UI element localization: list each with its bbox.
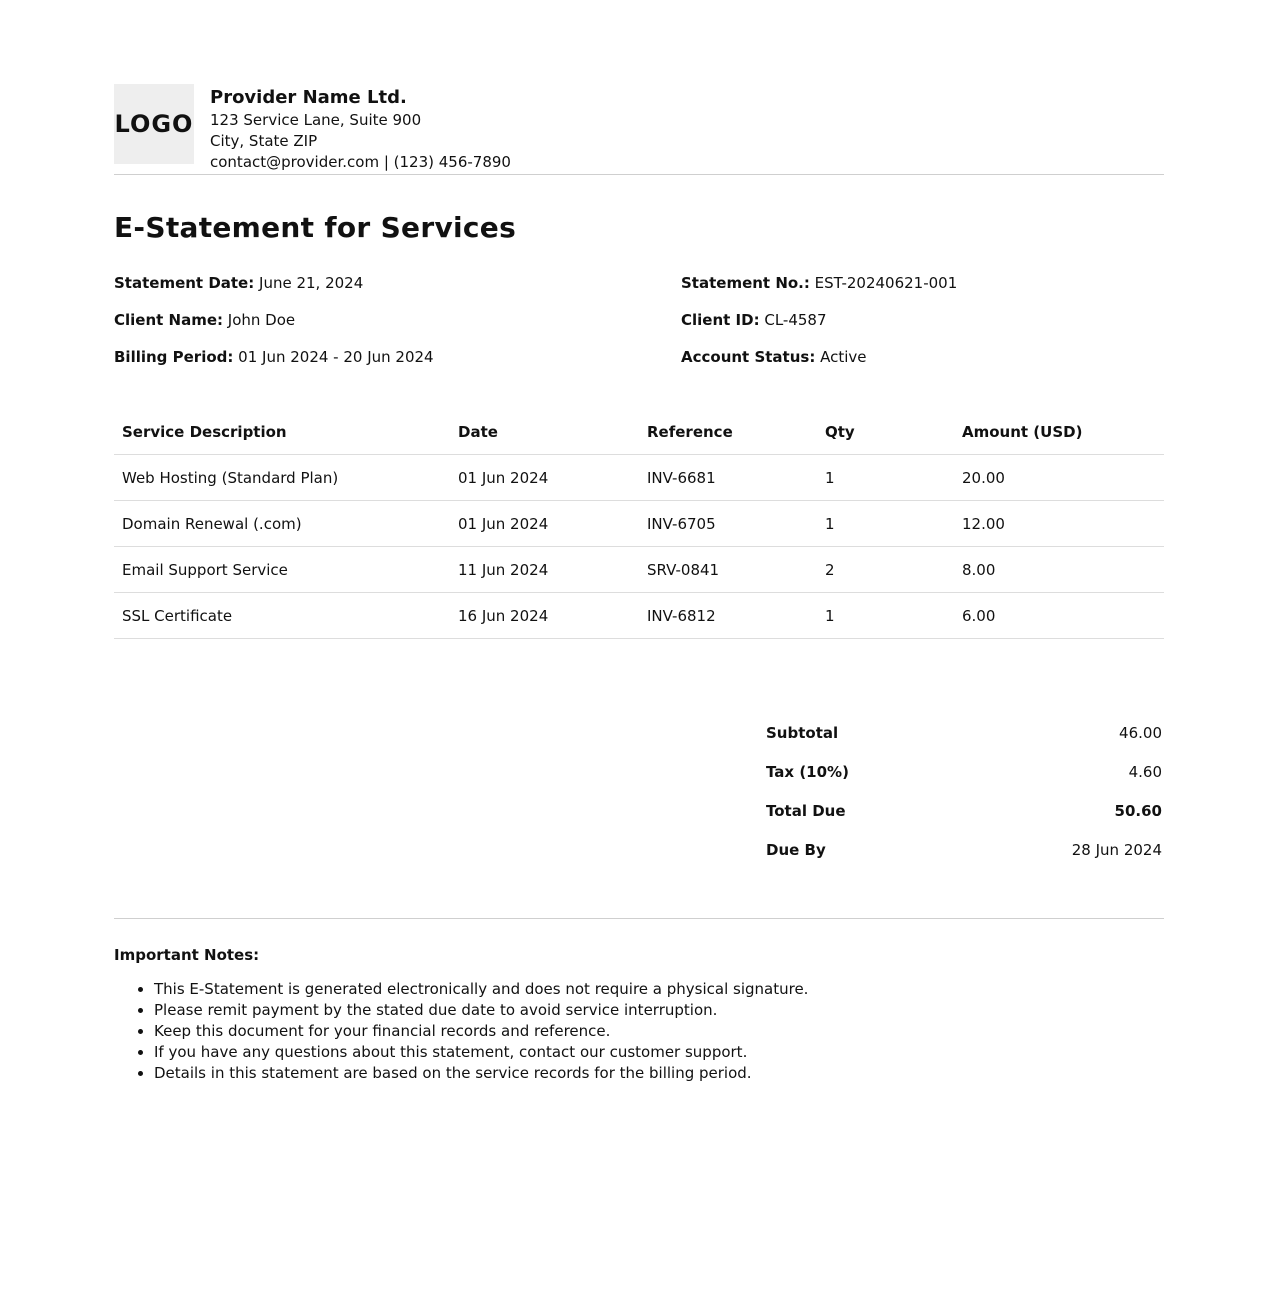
tax-value: 4.60 xyxy=(1128,763,1162,781)
meta-label: Statement No.: xyxy=(681,274,810,292)
meta-label: Billing Period: xyxy=(114,348,234,366)
statement-meta xyxy=(114,273,1164,367)
meta-client-id xyxy=(681,310,1164,330)
subtotal-row xyxy=(766,714,1164,753)
cell-qty: 1 xyxy=(817,501,954,547)
meta-account-status xyxy=(681,347,1164,367)
provider-address-line-2: City, State ZIP xyxy=(210,132,318,150)
notes-title: Important Notes: xyxy=(114,946,260,964)
cell-description: Web Hosting (Standard Plan) xyxy=(114,455,450,501)
column-header-date: Date xyxy=(450,409,639,455)
meta-value: CL-4587 xyxy=(764,311,827,329)
total-due-row xyxy=(766,792,1164,831)
table-row xyxy=(114,455,1164,501)
cell-date: 16 Jun 2024 xyxy=(450,593,639,639)
meta-value: Active xyxy=(820,348,867,366)
table-header-row xyxy=(114,409,1164,455)
due-by-label: Due By xyxy=(766,841,826,859)
cell-amount: 8.00 xyxy=(954,547,1164,593)
cell-reference: INV-6812 xyxy=(639,593,817,639)
cell-amount: 6.00 xyxy=(954,593,1164,639)
cell-qty: 1 xyxy=(817,593,954,639)
meta-value: 01 Jun 2024 - 20 Jun 2024 xyxy=(238,348,434,366)
table-row xyxy=(114,593,1164,639)
total-due-label: Total Due xyxy=(766,802,846,820)
tax-label: Tax (10%) xyxy=(766,763,849,781)
cell-date: 01 Jun 2024 xyxy=(450,455,639,501)
cell-amount: 12.00 xyxy=(954,501,1164,547)
cell-reference: INV-6705 xyxy=(639,501,817,547)
column-header-description: Service Description xyxy=(114,409,450,455)
total-due-value: 50.60 xyxy=(1114,802,1162,820)
table-row xyxy=(114,501,1164,547)
subtotal-label: Subtotal xyxy=(766,724,839,742)
provider-header xyxy=(114,84,1164,175)
cell-description: Domain Renewal (.com) xyxy=(114,501,450,547)
cell-date: 11 Jun 2024 xyxy=(450,547,639,593)
list-item: • Please remit payment by the stated due date to avoid service interruption. xyxy=(154,1000,1164,1021)
cell-reference: INV-6681 xyxy=(639,455,817,501)
list-item: • This E-Statement is generated electronically and does not require a physical signature. xyxy=(154,979,1164,1000)
meta-statement-date xyxy=(114,273,681,293)
cell-amount: 20.00 xyxy=(954,455,1164,501)
due-by-value: 28 Jun 2024 xyxy=(1071,841,1162,859)
meta-label: Account Status: xyxy=(681,348,816,366)
subtotal-value: 46.00 xyxy=(1119,724,1162,742)
cell-qty: 1 xyxy=(817,455,954,501)
column-header-qty: Qty xyxy=(817,409,954,455)
provider-info xyxy=(210,84,511,173)
meta-client-name xyxy=(114,310,681,330)
tax-row xyxy=(766,753,1164,792)
provider-logo: LOGO xyxy=(114,84,194,164)
list-item: • If you have any questions about this statement, contact our customer support. xyxy=(154,1042,1164,1063)
important-notes xyxy=(114,918,1164,1084)
column-header-reference: Reference xyxy=(639,409,817,455)
cell-description: SSL Certificate xyxy=(114,593,450,639)
cell-date: 01 Jun 2024 xyxy=(450,501,639,547)
statement-page xyxy=(114,84,1164,1082)
meta-label: Client ID: xyxy=(681,311,760,329)
meta-value: EST-20240621-001 xyxy=(814,274,958,292)
notes-list xyxy=(114,979,1164,1084)
cell-description: Email Support Service xyxy=(114,547,450,593)
provider-name: Provider Name Ltd. xyxy=(210,87,407,108)
meta-value: June 21, 2024 xyxy=(259,274,364,292)
meta-label: Statement Date: xyxy=(114,274,255,292)
cell-reference: SRV-0841 xyxy=(639,547,817,593)
meta-value: John Doe xyxy=(227,311,296,329)
totals-summary xyxy=(766,714,1164,870)
list-item: • Details in this statement are based on the service records for the billing period. xyxy=(154,1063,1164,1084)
provider-address-line-1: 123 Service Lane, Suite 900 xyxy=(210,111,422,129)
list-item: • Keep this document for your financial records and reference. xyxy=(154,1021,1164,1042)
cell-qty: 2 xyxy=(817,547,954,593)
meta-statement-no xyxy=(681,273,1164,293)
table-row xyxy=(114,547,1164,593)
provider-contact: contact@provider.com | (123) 456-7890 xyxy=(210,153,511,171)
meta-label: Client Name: xyxy=(114,311,224,329)
services-table xyxy=(114,409,1164,639)
page-title: E-Statement for Services xyxy=(114,211,517,244)
meta-billing-period xyxy=(114,347,681,367)
column-header-amount: Amount (USD) xyxy=(954,409,1164,455)
due-by-row xyxy=(766,831,1164,870)
